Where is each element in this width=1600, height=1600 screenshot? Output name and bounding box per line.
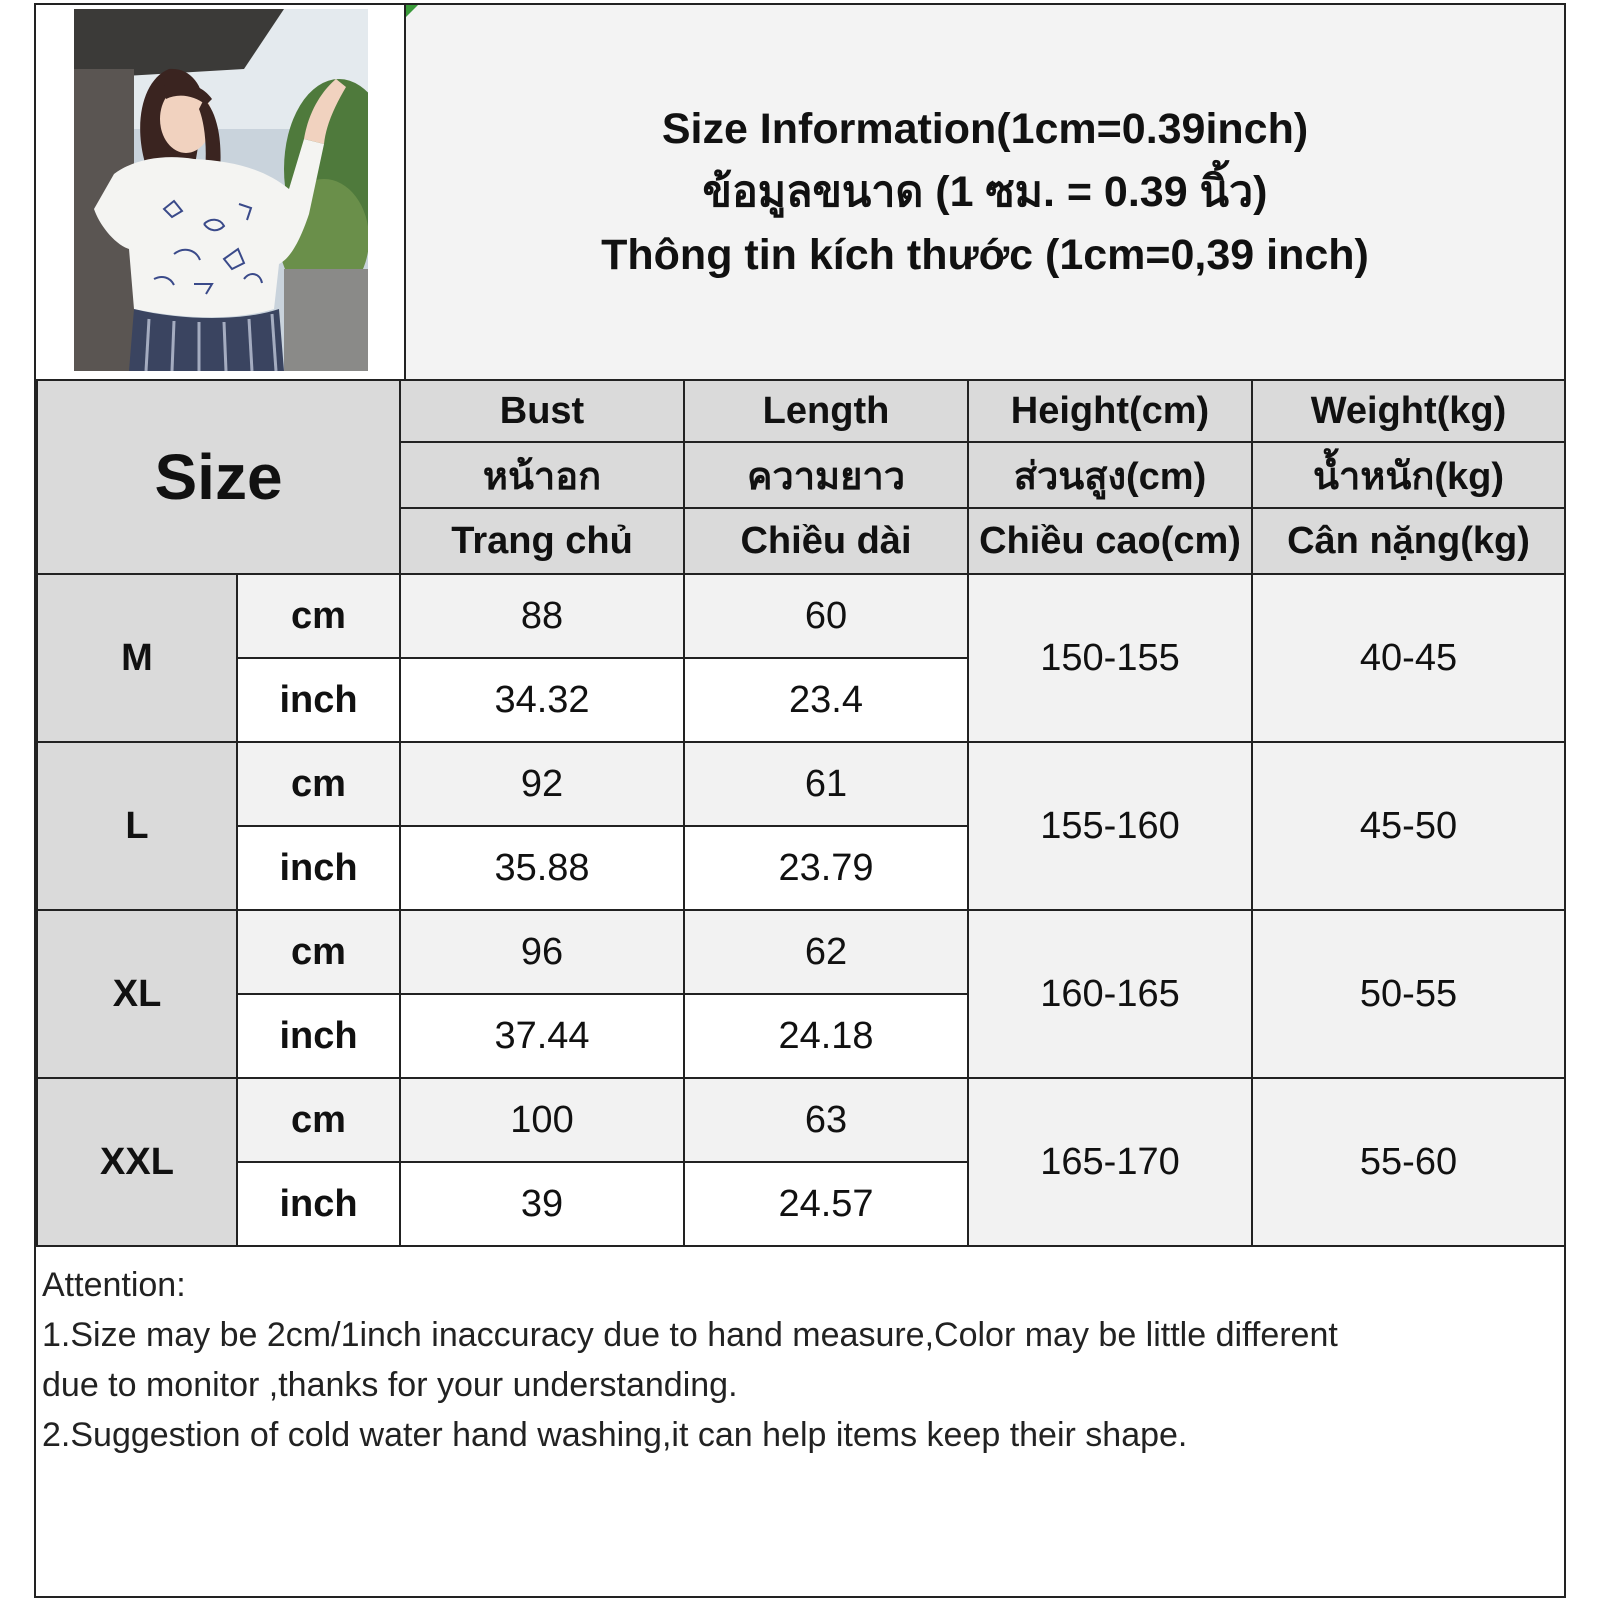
- bust-cm: 88: [400, 574, 684, 658]
- attention-line-3: 2.Suggestion of cold water hand washing,it can help items keep their shape.: [42, 1416, 1188, 1454]
- unit-inch: inch: [237, 658, 400, 742]
- unit-cm: cm: [237, 1078, 400, 1162]
- unit-cm: cm: [237, 910, 400, 994]
- size-label-xxl: XXL: [37, 1078, 237, 1246]
- size-label-xl: XL: [37, 910, 237, 1078]
- col-bust-vi: Trang chủ: [400, 508, 684, 574]
- header-area: [36, 5, 1564, 379]
- height-range: 160-165: [968, 910, 1252, 1078]
- length-cm: 60: [684, 574, 968, 658]
- weight-range: 50-55: [1252, 910, 1565, 1078]
- table-row: [37, 910, 1565, 994]
- bust-cm: 96: [400, 910, 684, 994]
- info-line-english: Size Information(1cm=0.39inch): [661, 104, 1309, 153]
- bust-inch: 35.88: [400, 826, 684, 910]
- length-inch: 24.18: [684, 994, 968, 1078]
- table-row: [37, 1078, 1565, 1162]
- col-weight-vi: Cân nặng(kg): [1252, 508, 1565, 574]
- col-height-vi: Chiều cao(cm): [968, 508, 1252, 574]
- unit-inch: inch: [237, 826, 400, 910]
- unit-inch: inch: [237, 1162, 400, 1246]
- col-length-en: Length: [684, 380, 968, 442]
- attention-notes: [42, 1260, 1557, 1460]
- bust-inch: 34.32: [400, 658, 684, 742]
- corner-marker-icon: [406, 5, 418, 17]
- attention-line-1: 1.Size may be 2cm/1inch inaccuracy due to hand measure,Color may be little different: [42, 1316, 1338, 1354]
- product-photo: [74, 9, 368, 371]
- table-row: [37, 742, 1565, 826]
- size-label-m: M: [37, 574, 237, 742]
- info-line-vietnamese: Thông tin kích thước (1cm=0,39 inch): [601, 230, 1369, 279]
- col-bust-th: หน้าอก: [400, 442, 684, 508]
- bust-cm: 92: [400, 742, 684, 826]
- length-cm: 63: [684, 1078, 968, 1162]
- product-photo-cell: [36, 5, 406, 379]
- unit-inch: inch: [237, 994, 400, 1078]
- weight-range: 45-50: [1252, 742, 1565, 910]
- height-range: 155-160: [968, 742, 1252, 910]
- attention-title: Attention:: [42, 1266, 186, 1304]
- info-line-thai: ข้อมูลขนาด (1 ซม. = 0.39 นิ้ว): [702, 167, 1268, 216]
- weight-range: 55-60: [1252, 1078, 1565, 1246]
- length-inch: 23.79: [684, 826, 968, 910]
- col-height-th: ส่วนสูง(cm): [968, 442, 1252, 508]
- bust-cm: 100: [400, 1078, 684, 1162]
- length-cm: 62: [684, 910, 968, 994]
- height-range: 150-155: [968, 574, 1252, 742]
- size-information-title: [406, 5, 1564, 379]
- col-weight-en: Weight(kg): [1252, 380, 1565, 442]
- col-height-en: Height(cm): [968, 380, 1252, 442]
- unit-cm: cm: [237, 574, 400, 658]
- size-label-l: L: [37, 742, 237, 910]
- attention-line-2: due to monitor ,thanks for your understanding.: [42, 1366, 738, 1404]
- col-length-vi: Chiều dài: [684, 508, 968, 574]
- bust-inch: 37.44: [400, 994, 684, 1078]
- col-length-th: ความยาว: [684, 442, 968, 508]
- unit-cm: cm: [237, 742, 400, 826]
- table-row: [37, 574, 1565, 658]
- length-cm: 61: [684, 742, 968, 826]
- length-inch: 24.57: [684, 1162, 968, 1246]
- size-chart-sheet: [34, 3, 1566, 1598]
- size-table: [36, 379, 1566, 1247]
- size-header: Size: [37, 380, 400, 574]
- col-bust-en: Bust: [400, 380, 684, 442]
- bust-inch: 39: [400, 1162, 684, 1246]
- length-inch: 23.4: [684, 658, 968, 742]
- height-range: 165-170: [968, 1078, 1252, 1246]
- col-weight-th: น้ำหนัก(kg): [1252, 442, 1565, 508]
- weight-range: 40-45: [1252, 574, 1565, 742]
